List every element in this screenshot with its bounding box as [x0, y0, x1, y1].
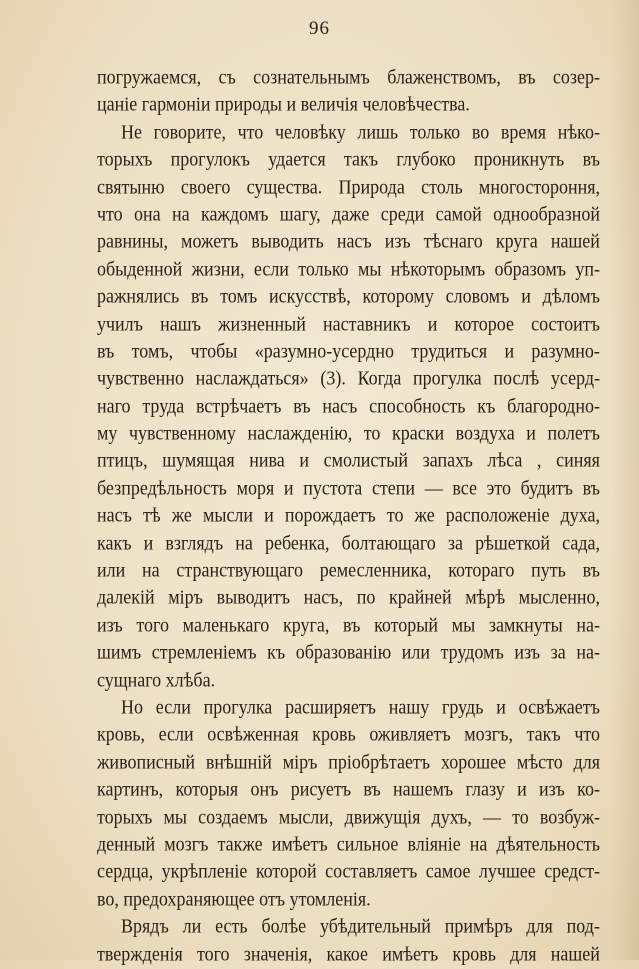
text-line: далекій міръ выводитъ насъ, по крайней мѣрѣ мысленно, [97, 586, 600, 609]
text-line: насъ тѣ же мысли и порождаетъ то же расположеніе духа, [97, 504, 600, 527]
text-line: твержденія того значенія, какое имѣетъ кровь для нашей [97, 942, 600, 965]
text-line: безпредѣльность моря и пустота степи — все это будитъ въ [97, 476, 600, 499]
text-line: сущнаго хлѣба. [97, 668, 216, 691]
page-number: 96 [309, 18, 330, 39]
text-line: Врядъ ли есть болѣе убѣдительный примѣръ для под- [121, 915, 600, 938]
text-line: торыхъ прогулокъ удается такъ глубоко проникнуть въ [97, 148, 600, 171]
text-line: денный мозгъ также имѣетъ сильное вліяніе на дѣятельность [97, 832, 600, 855]
text-line: равнины, можетъ выводить насъ изъ тѣснаго круга нашей [97, 230, 600, 253]
text-line: или на странствующаго ремесленника, котораго путь въ [97, 558, 600, 581]
text-line: кровь, если освѣженная кровь оживляетъ мозгъ, такъ что [97, 723, 600, 746]
text-line: Но если прогулка расширяетъ нашу грудь и освѣжаетъ [121, 695, 600, 718]
text-line: погружаемся, съ сознательнымъ блаженствомъ, въ созер- [97, 65, 600, 88]
text-line: картинъ, которыя онъ рисуетъ въ нашемъ глазу и изъ ко- [97, 778, 600, 801]
text-line: торыхъ мы создаемъ мысли, движущія духъ, — то возбуж- [97, 805, 600, 828]
text-line: обыденной жизни, если только мы нѣкоторымъ образомъ уп- [97, 257, 600, 280]
page-edge-shadow [611, 0, 639, 960]
text-line: сердца, укрѣпленіе которой составляетъ самое лучшее средст- [97, 860, 600, 883]
text-line: изъ того маленькаго круга, въ который мы замкнуты на- [97, 613, 600, 636]
text-line: Не говорите, что человѣку лишь только во время нѣко- [121, 120, 600, 143]
text-line: что она на каждомъ шагу, даже среди самой однообразной [97, 202, 600, 225]
text-line: училъ нашъ жизненный наставникъ и которое состоитъ [97, 312, 600, 335]
text-line: какъ и взглядъ на ребенка, болтающаго за рѣшеткой сада, [97, 531, 600, 554]
text-line: во, предохраняющее отъ утомленія. [97, 887, 371, 910]
text-line: святыню своего существа. Природа столь многостороння, [97, 175, 600, 198]
text-line: шимъ стремленіемъ къ образованію или трудомъ изъ за на- [97, 641, 600, 664]
text-line: чувственно наслаждаться» (3). Когда прогулка послѣ усерд- [97, 367, 600, 390]
text-line: му чувственному наслажденію, то краски воздуха и полетъ [97, 422, 600, 445]
text-line: въ томъ, чтобы «разумно-усердно трудиться и разумно- [97, 339, 600, 362]
body-text [97, 64, 600, 968]
text-line: живописный внѣшній міръ пріобрѣтаетъ хорошее мѣсто для [97, 750, 600, 773]
text-line: наго труда встрѣчаетъ въ насъ способность къ благородно- [97, 394, 600, 417]
text-line: цаніе гармоніи природы и величія человѣчества. [97, 93, 470, 116]
text-line: ражнялись въ томъ искусствѣ, которому словомъ и дѣломъ [97, 285, 600, 308]
text-line: птицъ, шумящая нива и смолистый запахъ лѣса , синяя [97, 449, 600, 472]
